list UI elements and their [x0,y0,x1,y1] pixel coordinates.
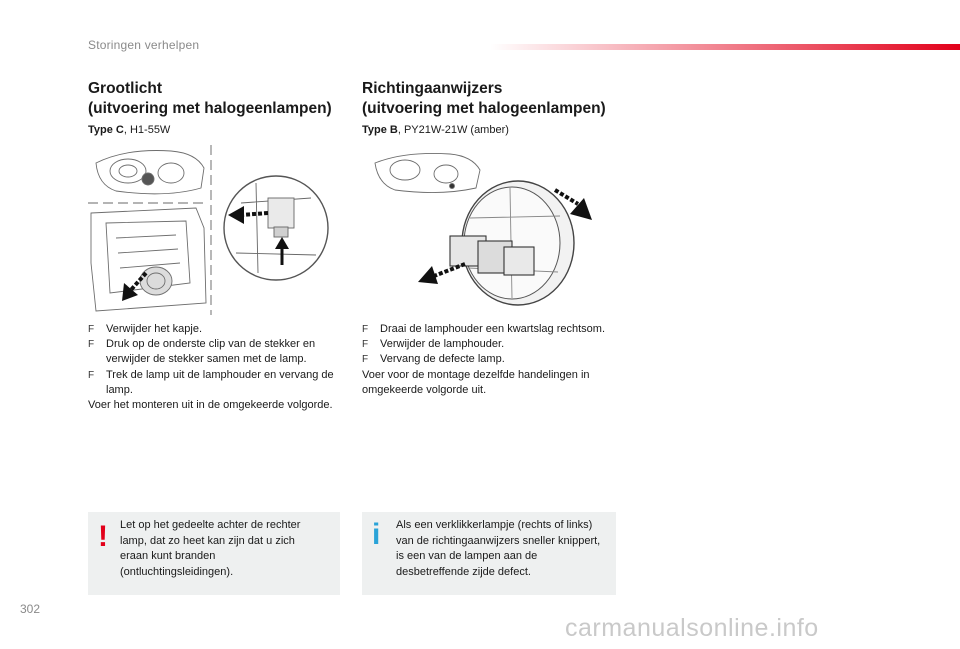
bullet-icon: F [88,369,95,381]
bullet-icon: F [362,324,369,335]
left-step-2: F Druk op de onderste clip van de stekker en verwijder de stekker samen met de lamp. [88,337,346,367]
right-section-heading [362,79,642,119]
warning-icon: ! [98,520,108,553]
left-step-1: F Verwijder het kapje. [88,322,346,337]
right-type-label: Type B [362,124,398,136]
left-note: Voer het monteren uit in de omgekeerde volgorde. [88,399,333,412]
right-title-line2: (uitvoering met halogeenlampen) [362,100,606,117]
left-type-value: , H1-55W [123,124,171,136]
left-title-line2: (uitvoering met halogeenlampen) [88,100,332,117]
warning-text: Let op het gedeelte achter de rechter lamp, dat zo heet kan zijn dat u zich eraan kunt branden (ontluchtingsleidingen). [120,519,301,578]
bullet-icon: F [362,354,369,366]
watermark: carmanualsonline.info [565,614,819,642]
info-text: Als een verklikkerlampje (rechts of links) van de richtingaanwijzers sneller knippert, is een van de lampen aan de desbetreffende zijde defect. [396,519,601,578]
right-step-2: F Verwijder de lamphouder. [362,337,622,352]
right-steps [362,322,622,398]
left-steps [88,322,346,413]
headlight-sketch-small [375,153,480,192]
bullet-icon: F [88,339,95,351]
left-type-line [88,124,170,136]
bullet-icon: F [362,339,369,351]
headlight-sketch-top [96,151,204,194]
right-note: Voer voor de montage dezelfde handelingen in omgekeerde volgorde uit. [362,368,590,396]
page-number: 302 [20,602,41,616]
header-red-rule [490,44,960,50]
right-type-line [362,124,509,136]
left-section-heading [88,79,358,119]
right-step-3: F Vervang de defecte lamp. [362,352,622,367]
pull-out-arrow [418,264,465,284]
info-icon: i [372,518,381,551]
turn-signal-bulb-illustration [370,148,610,308]
right-step-1: F Draai de lamphouder een kwartslag rechtsom. [362,322,622,337]
bullet-icon: F [88,324,95,335]
high-beam-bulb-illustration [86,143,336,318]
left-type-label: Type C [88,124,124,136]
warning-box [88,512,340,595]
left-step-3: F Trek de lamp uit de lamphouder en vervang de lamp. [88,368,346,398]
info-box [362,512,616,595]
engine-bay-sketch [91,208,206,311]
page-header-title: Storingen verhelpen [88,38,200,52]
left-title-line1: Grootlicht [88,80,163,97]
right-title-line1: Richtingaanwijzers [362,80,503,97]
right-type-value: , PY21W-21W (amber) [397,124,509,136]
